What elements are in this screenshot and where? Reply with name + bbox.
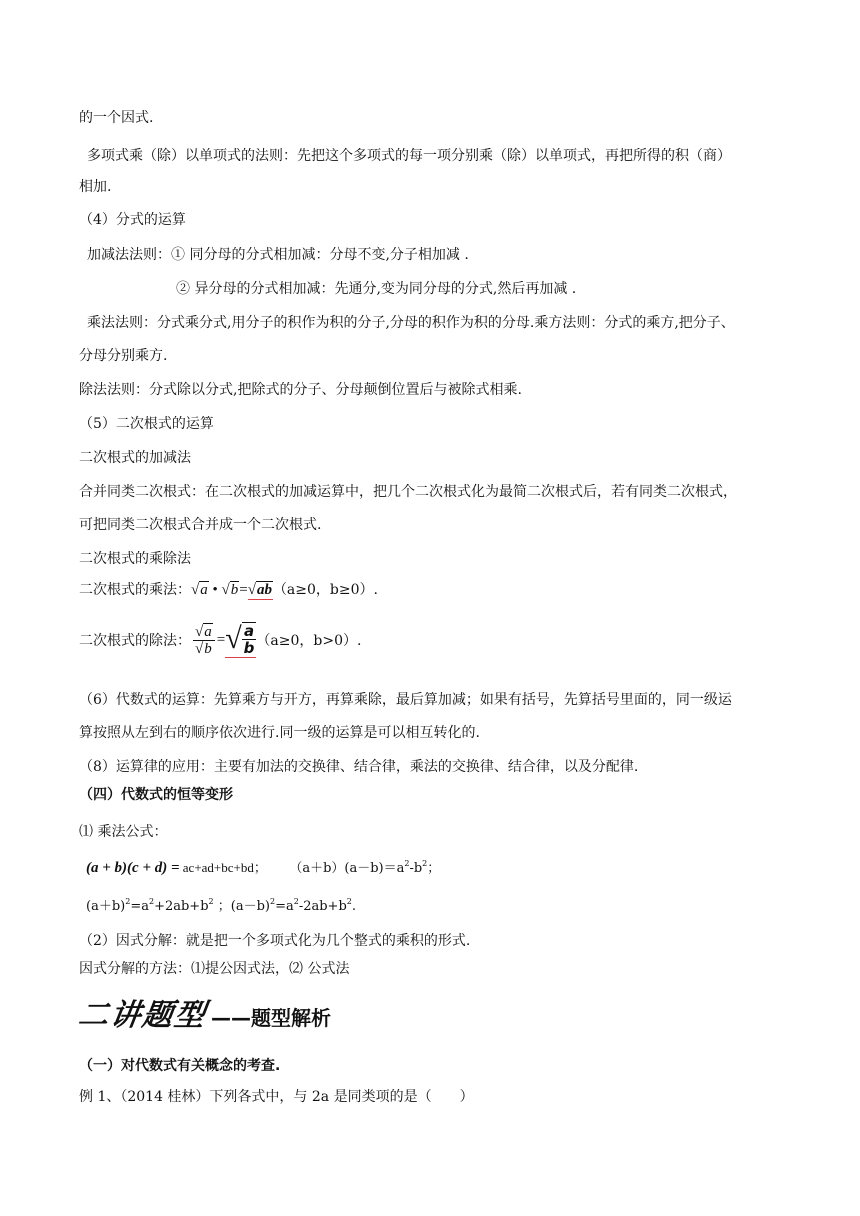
chapter-heading — [76, 990, 331, 1034]
text-line: 可把同类二次根式合并成一个二次根式. — [79, 517, 322, 533]
radicand-b: b — [230, 582, 239, 598]
denominator — [193, 641, 215, 657]
section-subheading: （5）二次根式的运算 — [79, 416, 214, 432]
text-line: （2）因式分解：就是把一个多项式化为几个整式的乘积的形式. — [79, 933, 471, 949]
formula-part: +2ab+b — [154, 899, 209, 914]
text-line: 加减法法则：① 同分母的分式相加减：分母不变,分子相加减 . — [87, 247, 469, 263]
superscript: 2 — [148, 897, 155, 906]
condition: （a≥0，b>0）. — [256, 633, 362, 649]
text-line: ⑴ 乘法公式： — [79, 824, 168, 840]
numerator — [193, 624, 215, 641]
text-line: 二次根式的乘除法 — [79, 551, 191, 567]
superscript: 2 — [125, 897, 131, 906]
fraction-a-over-b — [242, 622, 257, 656]
sqrt-sign: √ — [195, 623, 204, 640]
radicand-a: a — [200, 582, 208, 598]
label: 二次根式的除法： — [79, 633, 191, 649]
superscript: 2 — [346, 897, 352, 906]
heading-dash: —— — [211, 1006, 251, 1030]
sqrt-sign: √ — [225, 622, 242, 655]
formula-part: （a＋b）(a－b)＝a — [289, 861, 405, 876]
text-line: 算按照从左到右的顺序依次进行.同一级的运算是可以相互转化的. — [79, 725, 480, 741]
section-heading: （四）代数式的恒等变形 — [79, 787, 233, 803]
superscript: 2 — [208, 897, 214, 906]
radicand-b: b — [204, 640, 212, 657]
sqrt-division-line — [79, 622, 361, 658]
sqrt-sign: √ — [221, 582, 230, 598]
superscript: 2 — [269, 897, 276, 906]
formula-part: . — [351, 899, 356, 914]
numerator: a — [243, 622, 255, 640]
formula-line — [86, 858, 440, 879]
dot-operator: • — [212, 582, 218, 598]
superscript: 2 — [422, 859, 428, 868]
heading-subtitle: 题型解析 — [251, 1006, 331, 1030]
text-line: 除法法则：分式除以分式,把除式的分子、分母颠倒位置后与被除式相乘. — [79, 382, 522, 398]
formula-part: ； — [427, 861, 441, 876]
equals-sign: = — [239, 582, 248, 598]
sqrt-sign: √ — [195, 640, 204, 657]
formula-difference-of-squares — [289, 861, 440, 876]
sqrt-sign: √ — [247, 582, 256, 598]
result-sqrt-ab — [248, 582, 273, 600]
formula-rhs: ac+ad+bc+bd； — [179, 860, 267, 875]
example-question: 例 1、（2014 桂林）下列各式中，与 2a 是同类项的是（ ） — [79, 1089, 474, 1105]
text-line: 乘法法则：分式乘分式,用分子的积作为积的分子,分母的积作为积的分母.乘方法则：分式的乘方,把分子、 — [87, 315, 735, 331]
text-line: 因式分解的方法：⑴提公因式法，⑵ 公式法 — [79, 961, 350, 977]
superscript: 2 — [404, 859, 410, 868]
formula-part: -2ab+b — [298, 899, 347, 914]
formula-part: -b — [409, 861, 423, 876]
fraction-sqrt-a-over-sqrt-b — [193, 624, 215, 657]
text-line: 合并同类二次根式：在二次根式的加减运算中，把几个二次根式化为最简二次根式后，若有同类二次根式， — [79, 484, 737, 500]
superscript: 2 — [293, 897, 299, 906]
section-subheading: （4）分式的运算 — [79, 212, 186, 228]
text-line: 分母分别乘方. — [79, 348, 168, 364]
formula-part: =a — [130, 899, 149, 914]
formula-part: ；(a－b) — [213, 899, 270, 914]
equals-sign: = — [216, 631, 226, 648]
sqrt-sign: √ — [191, 582, 200, 598]
sqrt-multiplication-line — [79, 580, 378, 600]
text-line: （8）运算律的应用：主要有加法的交换律、结合律，乘法的交换律、结合律，以及分配律. — [79, 759, 639, 775]
formula-line — [86, 897, 356, 917]
section-heading: （一）对代数式有关概念的考查. — [79, 1058, 281, 1074]
formula-part: =a — [275, 899, 294, 914]
label: 二次根式的乘法： — [79, 582, 191, 598]
radicand-ab: ab — [256, 582, 272, 598]
text-line: （6）代数式的运算：先算乘方与开方，再算乘除，最后算加减；如果有括号，先算括号里面的，同一级运 — [79, 692, 732, 708]
text-line: 的一个因式. — [79, 110, 154, 126]
denominator: b — [243, 639, 255, 657]
formula-lhs: (a + b)(c + d) = — [86, 860, 180, 876]
text-line: ② 异分母的分式相加减：先通分,变为同分母的分式,然后再加减 . — [176, 281, 577, 297]
formula-part: (a＋b) — [86, 899, 126, 914]
heading-decorative-title: 二讲题型 — [76, 998, 209, 1033]
text-line: 相加. — [79, 179, 112, 195]
text-line: 二次根式的加减法 — [79, 450, 191, 466]
text-line: 多项式乘（除）以单项式的法则：先把这个多项式的每一项分别乘（除）以单项式，再把所得的积（商） — [87, 148, 731, 164]
condition: （a≥0，b≥0）. — [272, 582, 378, 598]
result-sqrt-a-over-b — [225, 622, 256, 658]
radicand-a: a — [204, 623, 212, 640]
formula-sqrt-product — [191, 580, 273, 600]
